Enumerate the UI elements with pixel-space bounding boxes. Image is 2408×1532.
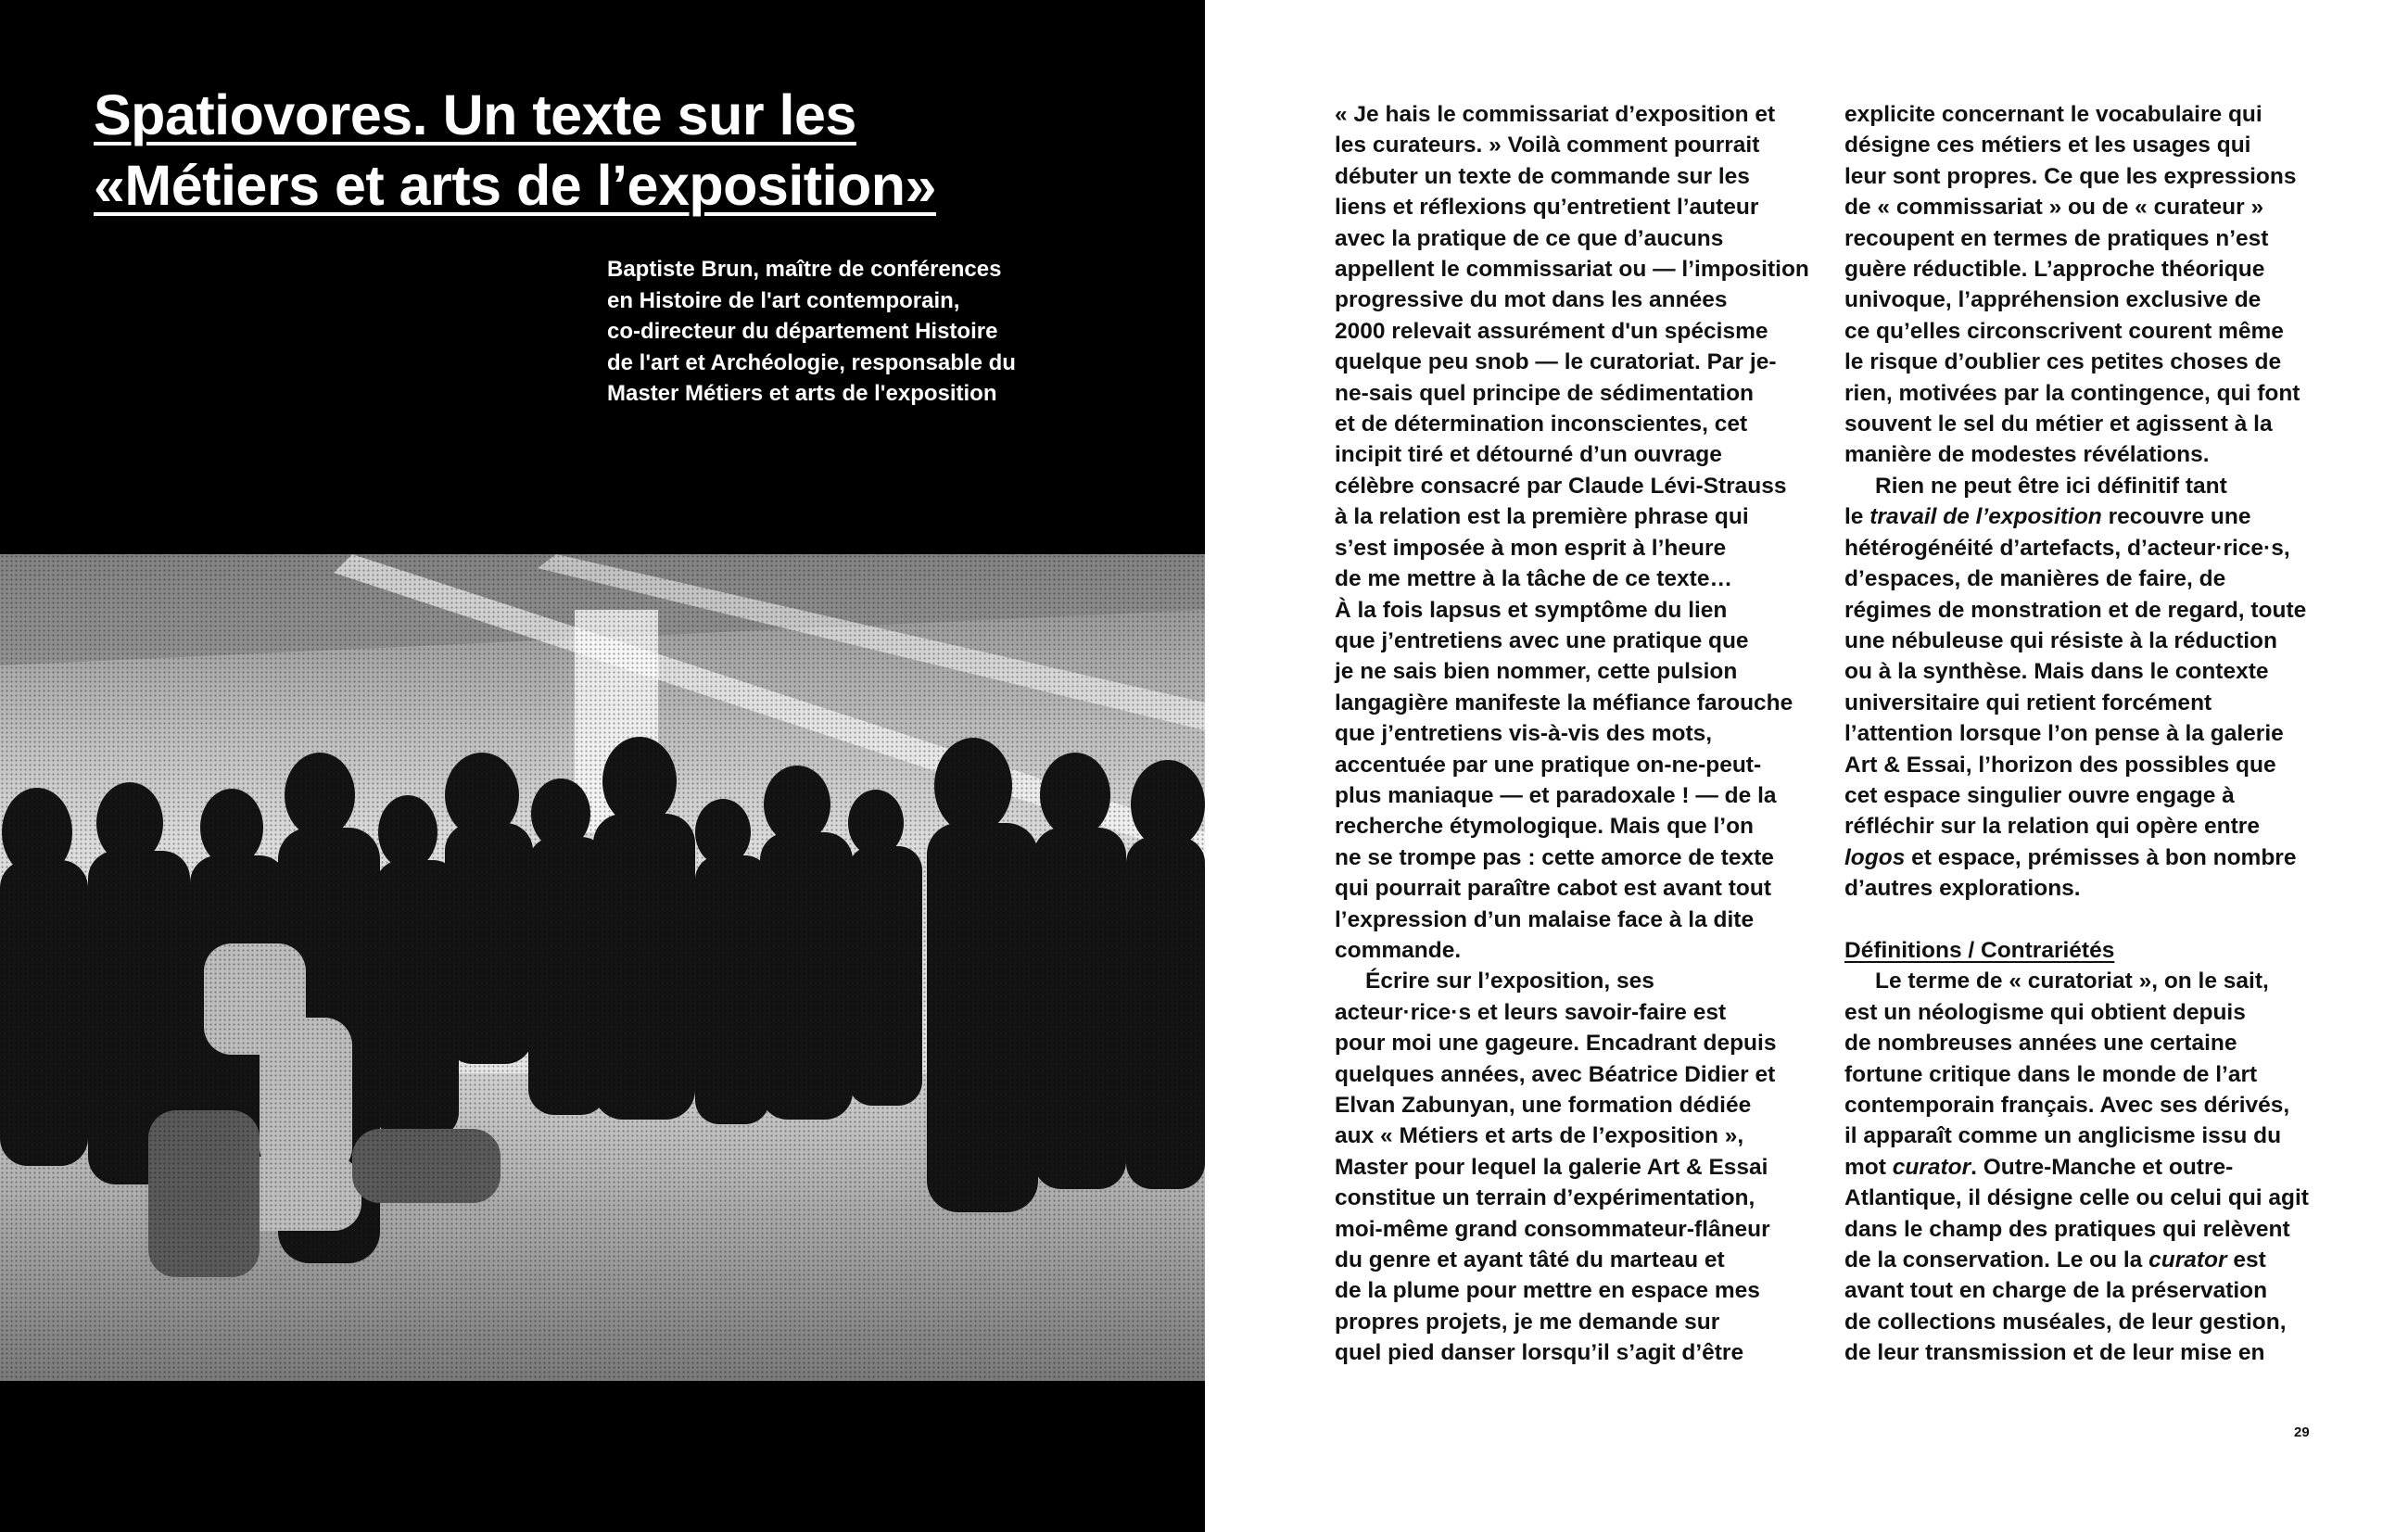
text-line: incipit tiré et détourné d’un ouvrage <box>1335 442 1722 468</box>
text-line: de me mettre à la tâche de ce texte… <box>1335 566 1732 592</box>
text-fragment: est <box>2226 1247 2266 1273</box>
text-line: propres projets, je me demande sur <box>1335 1309 1720 1335</box>
italic-phrase: curator <box>2148 1247 2227 1273</box>
text-line: qui pourrait paraître cabot est avant tout <box>1335 876 1772 902</box>
text-line: ce qu’elles circonscrivent courent même <box>1844 318 2284 344</box>
text-line: accentuée par une pratique on-ne-peut- <box>1335 752 1762 778</box>
section-heading: Définitions / Contrariétés <box>1844 937 2115 963</box>
text-line: acteur·rice·s et leurs savoir-faire est <box>1335 999 1727 1025</box>
text-line: de la plume pour mettre en espace mes <box>1335 1278 1760 1304</box>
text-line: souvent le sel du métier et agissent à la <box>1844 411 2273 437</box>
text-line <box>1844 501 2345 532</box>
text-line: manière de modestes révélations. <box>1844 442 2210 468</box>
text-line: ne se trompe pas : cette amorce de texte <box>1335 844 1774 870</box>
text-line: recherche étymologique. Mais que l’on <box>1335 814 1754 840</box>
text-line: Le terme de « curatoriat », on le sait, <box>1875 969 2269 994</box>
text-line: hétérogénéité d’artefacts, d’acteur·rice·s, <box>1844 535 2290 561</box>
text-line: pour moi une gageure. Encadrant depuis <box>1335 1031 1777 1057</box>
text-line: guère réductible. L’approche théorique <box>1844 257 2265 283</box>
text-line: Atlantique, il désigne celle ou celui qui agit <box>1844 1185 2309 1211</box>
author-line: co-directeur du département Histoire <box>607 319 998 344</box>
text-line: quel pied danser lorsqu’il s’agit d’être <box>1335 1340 1744 1366</box>
text-fragment: . Outre-Manche et outre- <box>1971 1154 2234 1180</box>
text-line: du genre et ayant tâté du marteau et <box>1335 1247 1725 1273</box>
text-line: univoque, l’appréhension exclusive de <box>1844 287 2262 313</box>
text-fragment: le <box>1844 504 1870 530</box>
text-line: d’autres explorations. <box>1844 876 2081 902</box>
text-line: Master pour lequel la galerie Art & Essai <box>1335 1154 1768 1180</box>
text-column-1 <box>1335 99 1817 1369</box>
text-line: ne-sais quel principe de sédimentation <box>1335 380 1754 406</box>
text-line: Écrire sur l’exposition, ses <box>1365 969 1654 994</box>
author-line: Master Métiers et arts de l'exposition <box>607 381 997 406</box>
text-line: rien, motivées par la contingence, qui font <box>1844 380 2300 406</box>
text-line <box>1844 842 2345 873</box>
text-line: Elvan Zabunyan, une formation dédiée <box>1335 1093 1752 1118</box>
text-line: avec la pratique de ce que d’aucuns <box>1335 225 1724 251</box>
section-spacer <box>1844 905 2345 935</box>
text-fragment: de la conservation. Le ou la <box>1844 1247 2149 1273</box>
title-line: «Métiers et arts de l’exposition» <box>94 154 936 217</box>
text-line: commande. <box>1335 937 1462 963</box>
text-line: « Je hais le commissariat d’exposition et <box>1335 102 1776 127</box>
text-line: célèbre consacré par Claude Lévi-Strauss <box>1335 473 1787 499</box>
text-line: désigne ces métiers et les usages qui <box>1844 133 2251 158</box>
text-line: fortune critique dans le monde de l’art <box>1844 1061 2258 1087</box>
text-line: recoupent en termes de pratiques n’est <box>1844 225 2269 251</box>
text-fragment: et espace, prémisses à bon nombre <box>1905 844 2297 870</box>
text-line: de collections muséales, de leur gestion, <box>1844 1309 2287 1335</box>
text-line: Rien ne peut être ici définitif tant <box>1875 473 2227 499</box>
text-line: moi-même grand consommateur-flâneur <box>1335 1216 1770 1242</box>
text-line: explicite concernant le vocabulaire qui <box>1844 102 2262 127</box>
text-line: à la relation est la première phrase qui <box>1335 504 1749 530</box>
text-fragment: mot <box>1844 1154 1893 1180</box>
text-line: dans le champ des pratiques qui relèvent <box>1844 1216 2290 1242</box>
text-line: plus maniaque — et paradoxale ! — de la <box>1335 782 1777 808</box>
author-line: en Histoire de l'art contemporain, <box>607 287 960 313</box>
text-line: langagière manifeste la méfiance farouche <box>1335 690 1793 715</box>
text-line: avant tout en charge de la préservation <box>1844 1278 2268 1304</box>
author-line: Baptiste Brun, maître de conférences <box>607 257 1002 282</box>
text-line: quelque peu snob — le curatoriat. Par je- <box>1335 349 1777 375</box>
text-line: À la fois lapsus et symptôme du lien <box>1335 597 1728 623</box>
author-line: de l'art et Archéologie, responsable du <box>607 349 1016 375</box>
text-line: débuter un texte de commande sur les <box>1335 163 1750 189</box>
text-line: constitue un terrain d’expérimentation, <box>1335 1185 1755 1211</box>
text-line <box>1844 1245 2345 1275</box>
text-line: universitaire qui retient forcément <box>1844 690 2212 715</box>
text-line: je ne sais bien nommer, cette pulsion <box>1335 659 1738 685</box>
text-line: Art & Essai, l’horizon des possibles que <box>1844 752 2276 778</box>
author-bio <box>607 254 1182 410</box>
text-line: de leur transmission et de leur mise en <box>1844 1340 2265 1366</box>
text-line: aux « Métiers et arts de l’exposition », <box>1335 1123 1744 1149</box>
title-line: Spatiovores. Un texte sur les <box>94 83 856 146</box>
text-line: progressive du mot dans les années <box>1335 287 1728 313</box>
text-line: contemporain français. Avec ses dérivés, <box>1844 1092 2290 1118</box>
text-line <box>1844 1152 2345 1183</box>
text-line: les curateurs. » Voilà comment pourrait <box>1335 133 1760 158</box>
text-line: 2000 relevait assurément d'un spécisme <box>1335 318 1768 344</box>
text-line: régimes de monstration et de regard, toute <box>1844 597 2307 623</box>
exhibition-crowd-photo <box>0 554 1205 1381</box>
text-line: que j’entretiens vis-à-vis des mots, <box>1335 721 1713 747</box>
text-line: l’attention lorsque l’on pense à la galerie <box>1844 721 2284 747</box>
text-line: cet espace singulier ouvre engage à <box>1844 782 2235 808</box>
halftone-photo-image <box>0 554 1205 1381</box>
text-line: il apparaît comme un anglicisme issu du <box>1844 1123 2282 1149</box>
text-line: une nébuleuse qui résiste à la réduction <box>1844 627 2277 653</box>
text-line: de nombreuses années une certaine <box>1844 1031 2237 1057</box>
text-line: s’est imposée à mon esprit à l’heure <box>1335 535 1727 561</box>
text-line: quelques années, avec Béatrice Didier et <box>1335 1061 1776 1087</box>
text-line: leur sont propres. Ce que les expressions <box>1844 163 2297 189</box>
text-line: le risque d’oublier ces petites choses de <box>1844 349 2282 375</box>
text-line: que j’entretiens avec une pratique que <box>1335 627 1749 653</box>
page-number: 29 <box>2294 1424 2310 1440</box>
text-line: liens et réflexions qu’entretient l’auteur <box>1335 195 1759 221</box>
text-line: d’espaces, de manières de faire, de <box>1844 566 2226 592</box>
text-line: est un néologisme qui obtient depuis <box>1844 999 2246 1025</box>
italic-phrase: curator <box>1892 1154 1971 1180</box>
text-line: et de détermination inconscientes, cet <box>1335 411 1748 437</box>
text-column-2 <box>1844 99 2345 1369</box>
article-title <box>94 80 1160 221</box>
text-line: réfléchir sur la relation qui opère entre <box>1844 814 2260 840</box>
text-line: appellent le commissariat ou — l’imposition <box>1335 257 1809 283</box>
italic-phrase: travail de l’exposition <box>1869 504 2102 530</box>
text-line: l’expression d’un malaise face à la dite <box>1335 906 1755 932</box>
text-line: ou à la synthèse. Mais dans le contexte <box>1844 659 2269 685</box>
text-line: de « commissariat » ou de « curateur » <box>1844 195 2264 221</box>
italic-phrase: logos <box>1844 844 1906 870</box>
text-fragment: recouvre une <box>2101 504 2251 530</box>
